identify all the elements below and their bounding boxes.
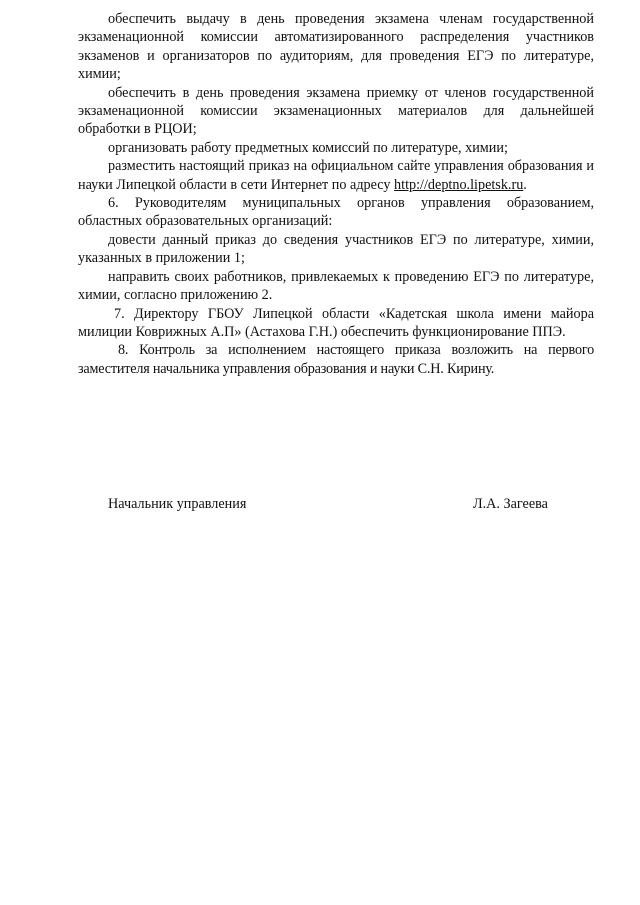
paragraph-accept-materials: обеспечить в день проведения экзамена приемку от членов государственной экзаменационной комиссии экзаменационных материалов для дальнейшей обработки в РЦОИ; [78,84,594,138]
paragraph-item-8: 8. Контроль за исполнением настоящего приказа возложить на первого заместителя начальника управления образования и науки С.Н. Кирину. [78,342,594,377]
signature-name: Л.А. Загеева [473,496,548,512]
paragraph-item-6: 6. Руководителям муниципальных органов управления образованием, областных образовательных организаций: [78,195,594,230]
paragraph-subject-commissions: организовать работу предметных комиссий по литературе, химии; [108,139,508,156]
document-body [78,10,594,378]
paragraph-item-7: 7. Директору ГБОУ Липецкой области «Кадетская школа имени майора милиции Коврижных А.П» (Астахова Г.Н.) обеспечить функционирование ППЭ. [78,305,594,340]
paragraph-issue-distribution: обеспечить выдачу в день проведения экзамена членам государственной экзаменационной комиссии автоматизированного распределения участников экзаменов и организаторов по аудиториям, для проведения ЕГЭ по литературе, химии; [78,11,594,83]
paragraph-send-staff: направить своих работников, привлекаемых к проведению ЕГЭ по литературе, химии, согласно приложению 2. [78,268,594,304]
website-link[interactable]: http://deptno.lipetsk.ru [394,176,524,193]
publish-order-text: разместить настоящий приказ на официальном сайте управления образования и науки Липецкой области в сети Интернет по адресу [78,158,594,193]
paragraph-notify-participants: довести данный приказ до сведения участников ЕГЭ по литературе, химии, указанных в приложении 1; [78,231,594,267]
publish-order-end: . [523,176,527,193]
signature-position: Начальник управления [108,496,247,512]
paragraph-publish-order [78,157,594,194]
